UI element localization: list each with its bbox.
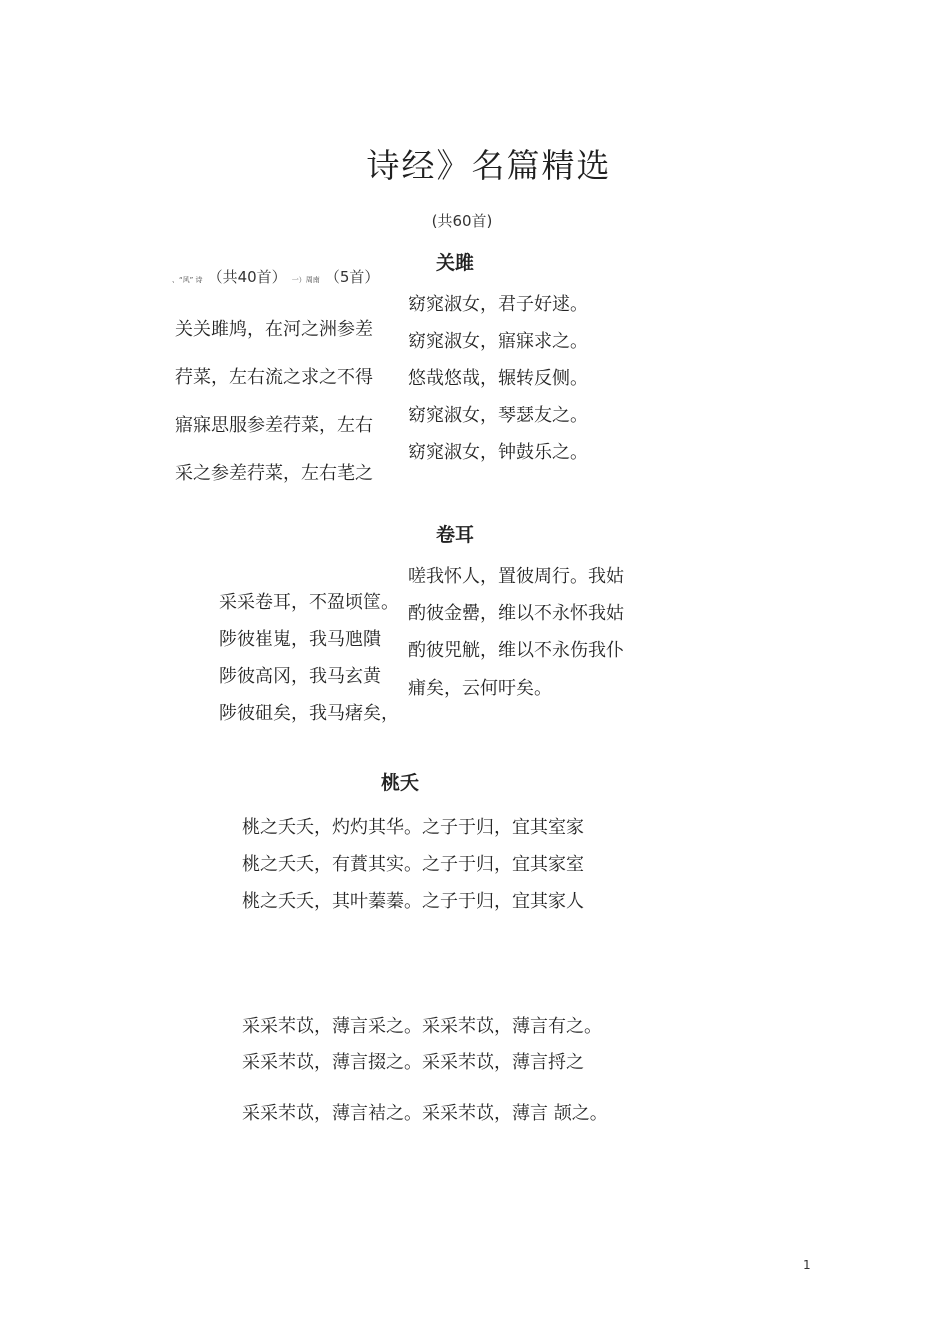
poem-line: 酌彼兕觥，维以不永伤我仆	[408, 640, 624, 661]
poem-heading-juaner: 卷耳	[436, 524, 475, 546]
section-count: （共40首）	[207, 268, 287, 286]
poem-line: 采采卷耳，不盈顷筐。	[219, 592, 399, 613]
poem-line: 寤寐思服参差荇菜，左右	[175, 415, 373, 436]
poem-line: 陟彼高冈，我马玄黄	[219, 666, 381, 687]
poem-line: 采之参差荇菜，左右芼之	[175, 463, 373, 484]
poem-line: 采采芣苡，薄言袺之。采采芣苡，薄言 颉之。	[242, 1103, 608, 1124]
poem-heading-taoyao: 桃夭	[381, 772, 420, 794]
poem-line: 关关雎鸠，在河之洲参差	[175, 319, 373, 340]
section-sub-count: （5首）	[324, 268, 380, 286]
poem-line: 痡矣，云何吁矣。	[408, 678, 552, 699]
poem-line: 嗟我怀人，置彼周行。我姑	[408, 566, 624, 587]
page-subtitle: (共60首)	[431, 212, 493, 230]
poem-line: 酌彼金罍，维以不永怀我姑	[408, 603, 624, 624]
poem-line: 窈窕淑女，寤寐求之。	[408, 331, 588, 352]
poem-line: 陟彼砠矣，我马瘏矣，	[219, 703, 399, 724]
poem-line: 桃之夭夭，其叶蓁蓁。之子于归，宜其家人	[242, 891, 584, 912]
section-sub-prefix: 一）周南	[291, 276, 320, 284]
poem-line: 窈窕淑女，君子好逑。	[408, 294, 588, 315]
poem-line: 窈窕淑女，钟鼓乐之。	[408, 442, 588, 463]
poem-line: 采采芣苡，薄言采之。采采芣苡，薄言有之。	[242, 1016, 602, 1037]
section-prefix: 、“风” 诗	[172, 276, 203, 284]
poem-heading-guanju: 关雎	[436, 252, 475, 274]
poem-line: 窈窕淑女，琴瑟友之。	[408, 405, 588, 426]
poem-line: 桃之夭夭，灼灼其华。之子于归，宜其室家	[242, 817, 584, 838]
poem-line: 悠哉悠哉，辗转反侧。	[408, 368, 588, 389]
poem-line: 陟彼崔嵬，我马虺隤	[219, 629, 381, 650]
poem-line: 采采芣苡，薄言掇之。采采芣苡，薄言捋之	[242, 1052, 584, 1073]
page-number: 1	[803, 1258, 811, 1272]
poem-line: 荇菜，左右流之求之不得	[175, 367, 373, 388]
page-title: 诗经》名篇精选	[366, 146, 612, 185]
section-label	[172, 266, 379, 287]
poem-line: 桃之夭夭，有蕡其实。之子于归，宜其家室	[242, 854, 584, 875]
